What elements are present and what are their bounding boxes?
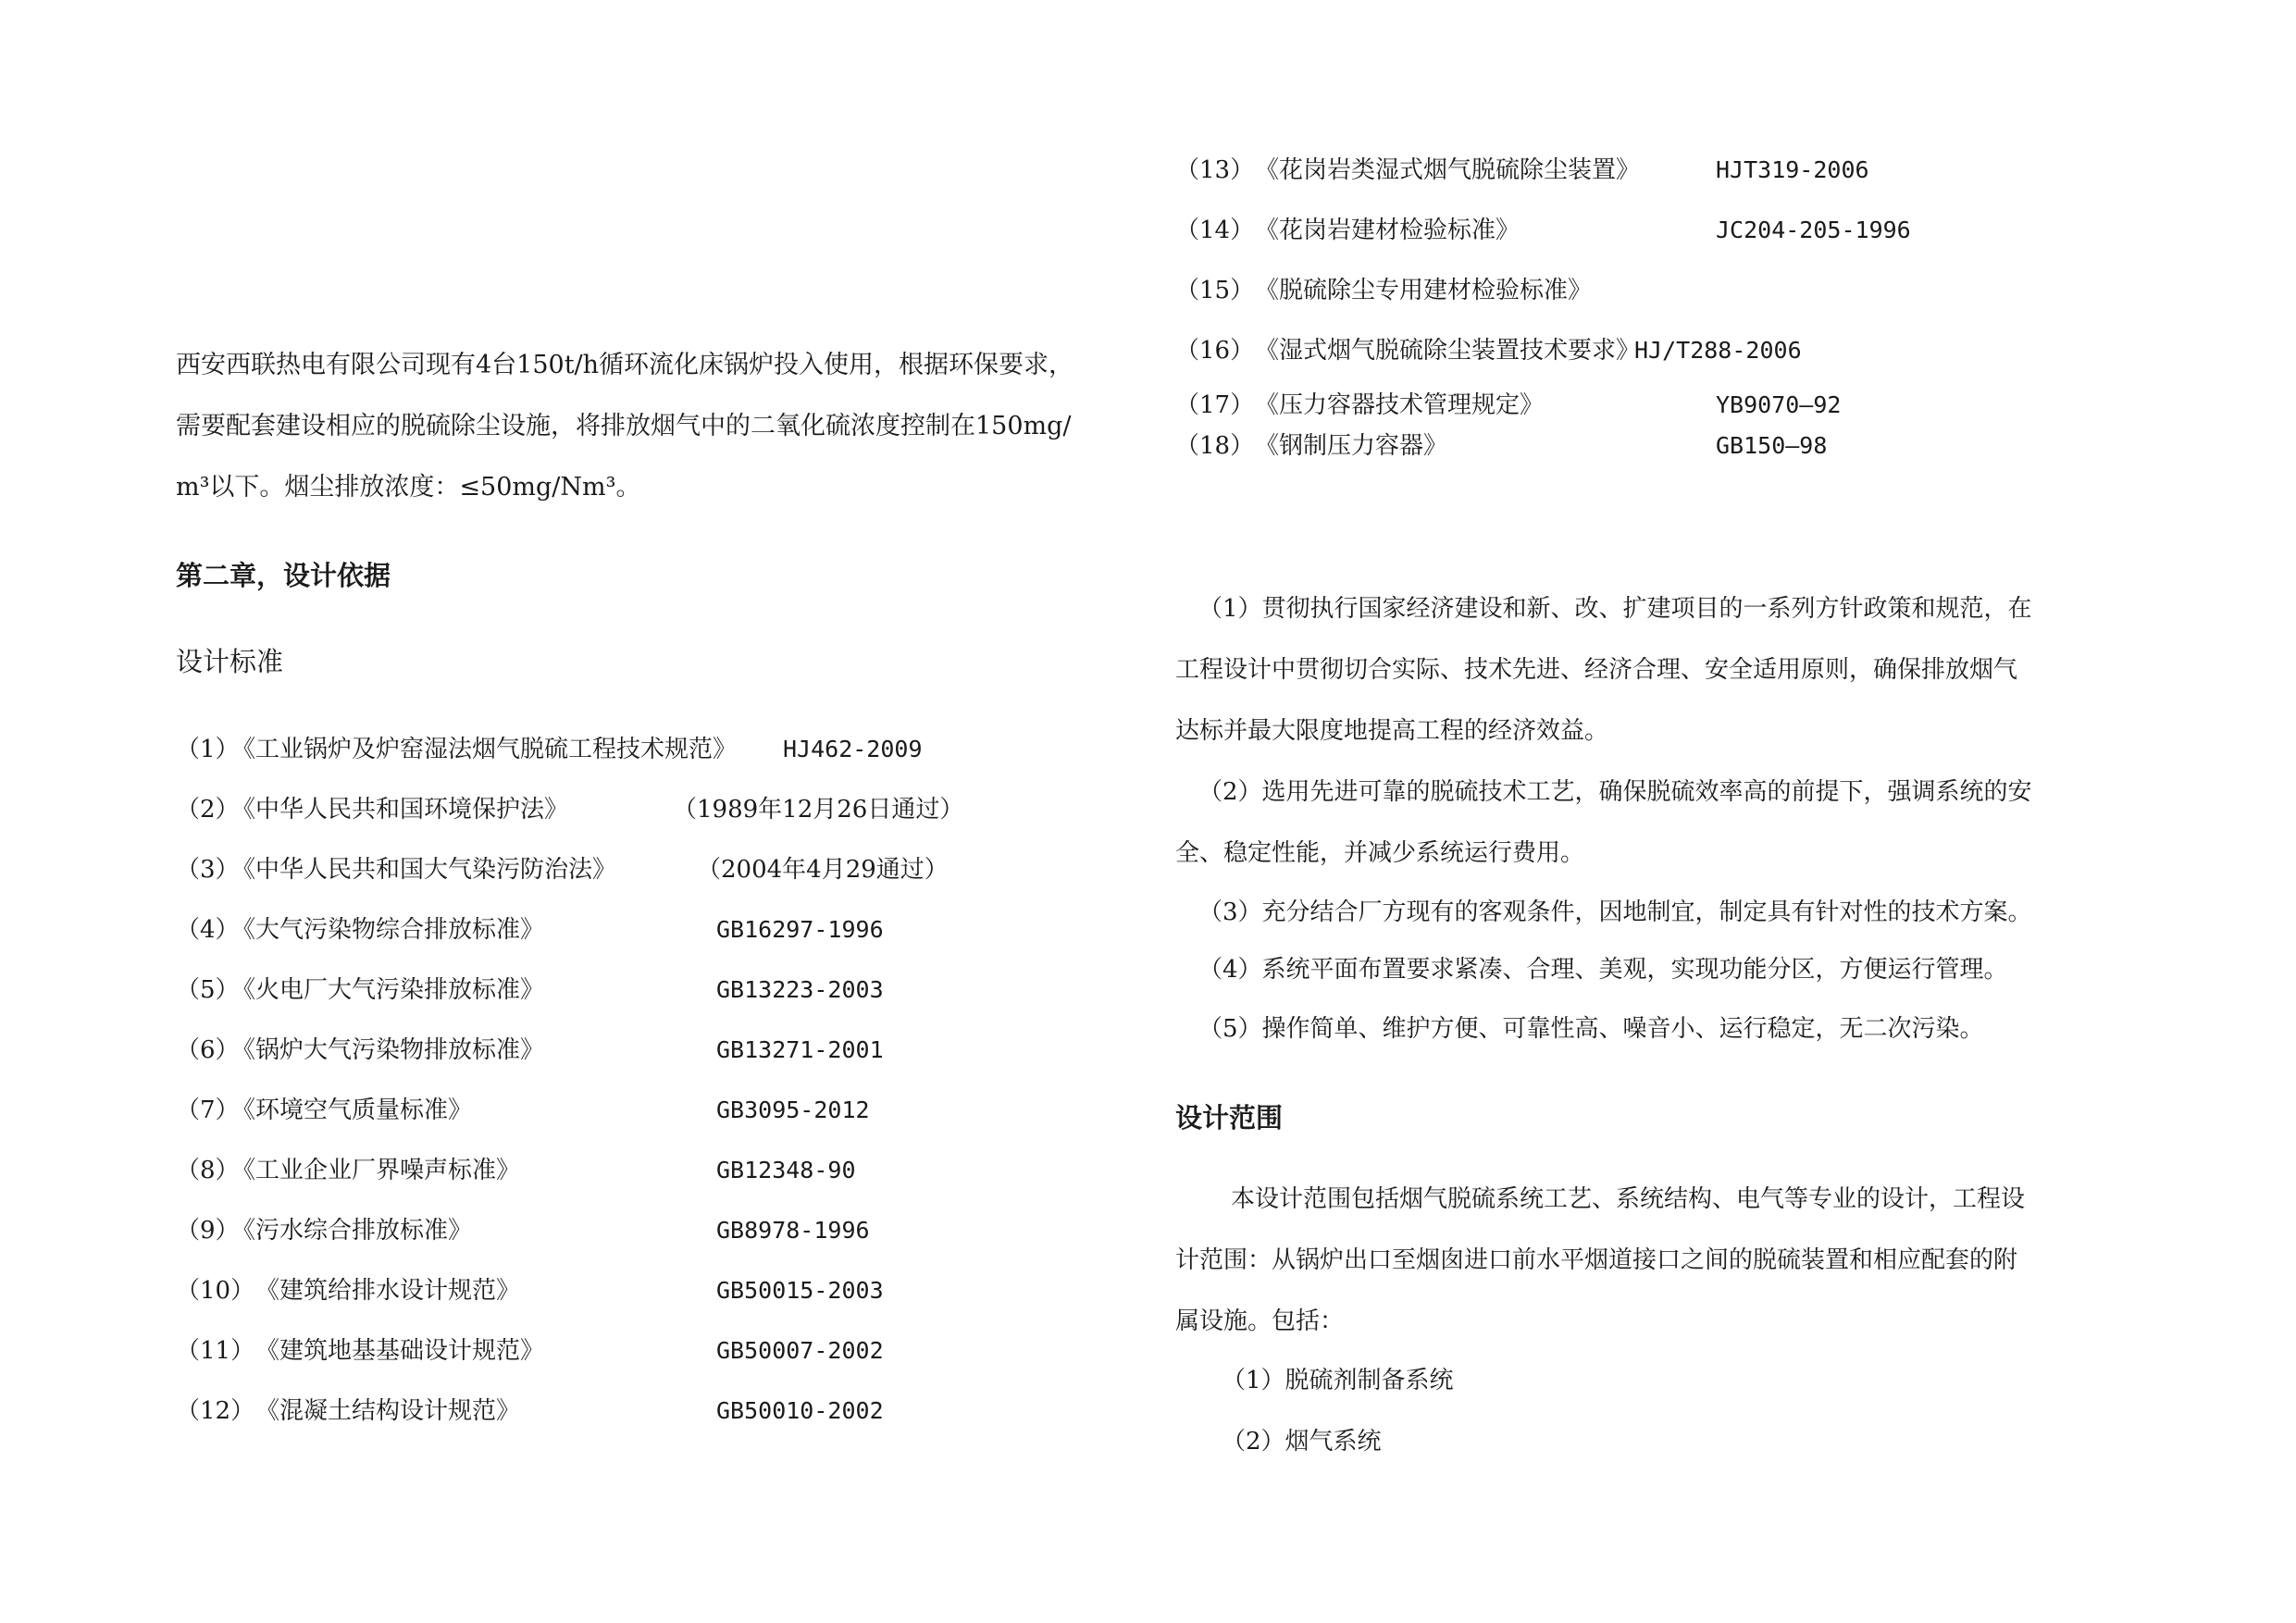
- chapter-heading: 第二章，设计依据: [176, 560, 391, 591]
- standard-number: （5）: [176, 976, 240, 1004]
- principle-4: （4）系统平面布置要求紧凑、合理、美观，实现功能分区，方便运行管理。: [1198, 956, 2008, 984]
- intro-line-1: 西安西联热电有限公司现有4台150t/h循环流化床锅炉投入使用，根据环保要求，: [176, 351, 1074, 379]
- standard-number: （11）: [176, 1337, 255, 1365]
- standard-number: （16）: [1175, 337, 1255, 365]
- standard-code: GB8978-1996: [716, 1217, 870, 1244]
- principle-1-line-3: 达标并最大限度地提高工程的经济效益。: [1175, 717, 1609, 745]
- standard-number: （9）: [176, 1217, 240, 1245]
- standard-number: （3）: [176, 856, 240, 884]
- principle-1-line-1: （1）贯彻执行国家经济建设和新、改、扩建项目的一系列方针政策和规范，在: [1198, 595, 2032, 623]
- standard-title: 《湿式烟气脱硫除尘装置技术要求》: [1255, 337, 1641, 365]
- standard-title: 《中华人民共和国环境保护法》: [231, 796, 569, 824]
- standard-code: GB3095-2012: [716, 1096, 870, 1123]
- intro-line-2: 需要配套建设相应的脱硫除尘设施，将排放烟气中的二氧化硫浓度控制在150mg/: [176, 412, 1072, 440]
- standard-title: 《混凝土结构设计规范》: [255, 1397, 521, 1425]
- scope-line-2: 计范围：从锅炉出口至烟囱进口前水平烟道接口之间的脱硫装置和相应配套的附: [1175, 1246, 2018, 1274]
- list-item-standard-15: [1175, 272, 2101, 309]
- standard-code: GB12348-90: [716, 1157, 856, 1183]
- standard-code: GB16297-1996: [716, 916, 884, 943]
- standard-title: 《工业企业厂界噪声标准》: [231, 1157, 521, 1184]
- standard-title: 《污水综合排放标准》: [231, 1217, 473, 1245]
- standards-heading: 设计标准: [176, 646, 284, 677]
- standard-code: HJT319-2006: [1716, 156, 1869, 183]
- standard-number: （8）: [176, 1157, 240, 1184]
- standard-title: 《锅炉大气污染物排放标准》: [231, 1036, 545, 1064]
- list-item-standard-10: [176, 1272, 990, 1309]
- standard-title: 《火电厂大气污染排放标准》: [231, 976, 545, 1004]
- standard-code: （1989年12月26日通过）: [673, 796, 964, 824]
- standard-number: （1）: [176, 736, 240, 763]
- standard-title: 《建筑地基基础设计规范》: [255, 1337, 545, 1365]
- principle-3: （3）充分结合厂方现有的客观条件，因地制宜，制定具有针对性的技术方案。: [1198, 898, 2032, 926]
- principle-1-line-2: 工程设计中贯彻切合实际、技术先进、经济合理、安全适用原则，确保排放烟气: [1175, 656, 2018, 684]
- standard-code: JC204-205-1996: [1716, 217, 1911, 243]
- scope-line-1: 本设计范围包括烟气脱硫系统工艺、系统结构、电气等专业的设计，工程设: [1231, 1185, 2026, 1213]
- standard-title: 《花岗岩类湿式烟气脱硫除尘装置》: [1255, 156, 1641, 184]
- standard-number: （2）: [176, 796, 240, 824]
- list-item-standard-9: [176, 1212, 990, 1249]
- standard-title: 《大气污染物综合排放标准》: [231, 916, 545, 944]
- standard-title: 《中华人民共和国大气染污防治法》: [231, 856, 617, 884]
- standard-title: 《环境空气质量标准》: [231, 1096, 473, 1124]
- standard-code: GB13223-2003: [716, 976, 884, 1003]
- list-item-standard-6: [176, 1032, 990, 1069]
- scope-item-2: （2）烟气系统: [1222, 1428, 1382, 1456]
- standard-number: （4）: [176, 916, 240, 944]
- list-item-standard-5: [176, 972, 990, 1009]
- list-item-standard-2: [176, 791, 990, 828]
- list-item-standard-18: [1175, 427, 2101, 465]
- scope-line-3: 属设施。包括：: [1175, 1307, 1345, 1335]
- principle-2-line-2: 全、稳定性能，并减少系统运行费用。: [1175, 839, 1585, 867]
- standard-code: GB50007-2002: [716, 1337, 884, 1364]
- standard-number: （7）: [176, 1096, 240, 1124]
- standard-code: （2004年4月29通过）: [697, 856, 949, 884]
- principle-5: （5）操作简单、维护方便、可靠性高、噪音小、运行稳定，无二次污染。: [1198, 1015, 1984, 1043]
- list-item-standard-16: [1175, 332, 2101, 369]
- scope-item-1: （1）脱硫剂制备系统: [1222, 1367, 1454, 1394]
- list-item-standard-12: [176, 1393, 990, 1430]
- standard-code: GB150—98: [1716, 432, 1828, 459]
- standard-title: 《工业锅炉及炉窑湿法烟气脱硫工程技术规范》: [231, 736, 738, 763]
- standard-number: （13）: [1175, 156, 1255, 184]
- list-item-standard-4: [176, 911, 990, 948]
- standard-title: 《脱硫除尘专用建材检验标准》: [1255, 277, 1593, 304]
- standard-code: YB9070—92: [1716, 391, 1842, 418]
- standard-number: （10）: [176, 1277, 255, 1305]
- scope-heading: 设计范围: [1175, 1102, 1284, 1134]
- standard-number: （17）: [1175, 391, 1255, 419]
- list-item-standard-3: [176, 851, 990, 888]
- standard-number: （6）: [176, 1036, 240, 1064]
- list-item-standard-17: [1175, 387, 2101, 424]
- list-item-standard-7: [176, 1092, 990, 1129]
- standard-code: GB50010-2002: [716, 1397, 884, 1424]
- standard-title: 《建筑给排水设计规范》: [255, 1277, 521, 1305]
- standard-number: （14）: [1175, 217, 1255, 244]
- standard-number: （15）: [1175, 277, 1255, 304]
- list-item-standard-11: [176, 1332, 990, 1369]
- list-item-standard-14: [1175, 212, 2101, 249]
- list-item-standard-13: [1175, 152, 2101, 189]
- standard-code: HJ/T288-2006: [1634, 337, 1802, 364]
- standard-title: 《钢制压力容器》: [1255, 432, 1448, 460]
- standard-title: 《压力容器技术管理规定》: [1255, 391, 1545, 419]
- standard-number: （12）: [176, 1397, 255, 1425]
- standard-code: GB50015-2003: [716, 1277, 884, 1304]
- list-item-standard-1: [176, 731, 990, 768]
- standard-code: HJ462-2009: [783, 736, 923, 762]
- standard-code: GB13271-2001: [716, 1036, 884, 1063]
- principle-2-line-1: （2）选用先进可靠的脱硫技术工艺，确保脱硫效率高的前提下，强调系统的安: [1198, 778, 2032, 806]
- intro-line-3: m³以下。烟尘排放浓度：≤50mg/Nm³。: [176, 473, 641, 502]
- standard-number: （18）: [1175, 432, 1255, 460]
- standard-title: 《花岗岩建材检验标准》: [1255, 217, 1520, 244]
- list-item-standard-8: [176, 1152, 990, 1189]
